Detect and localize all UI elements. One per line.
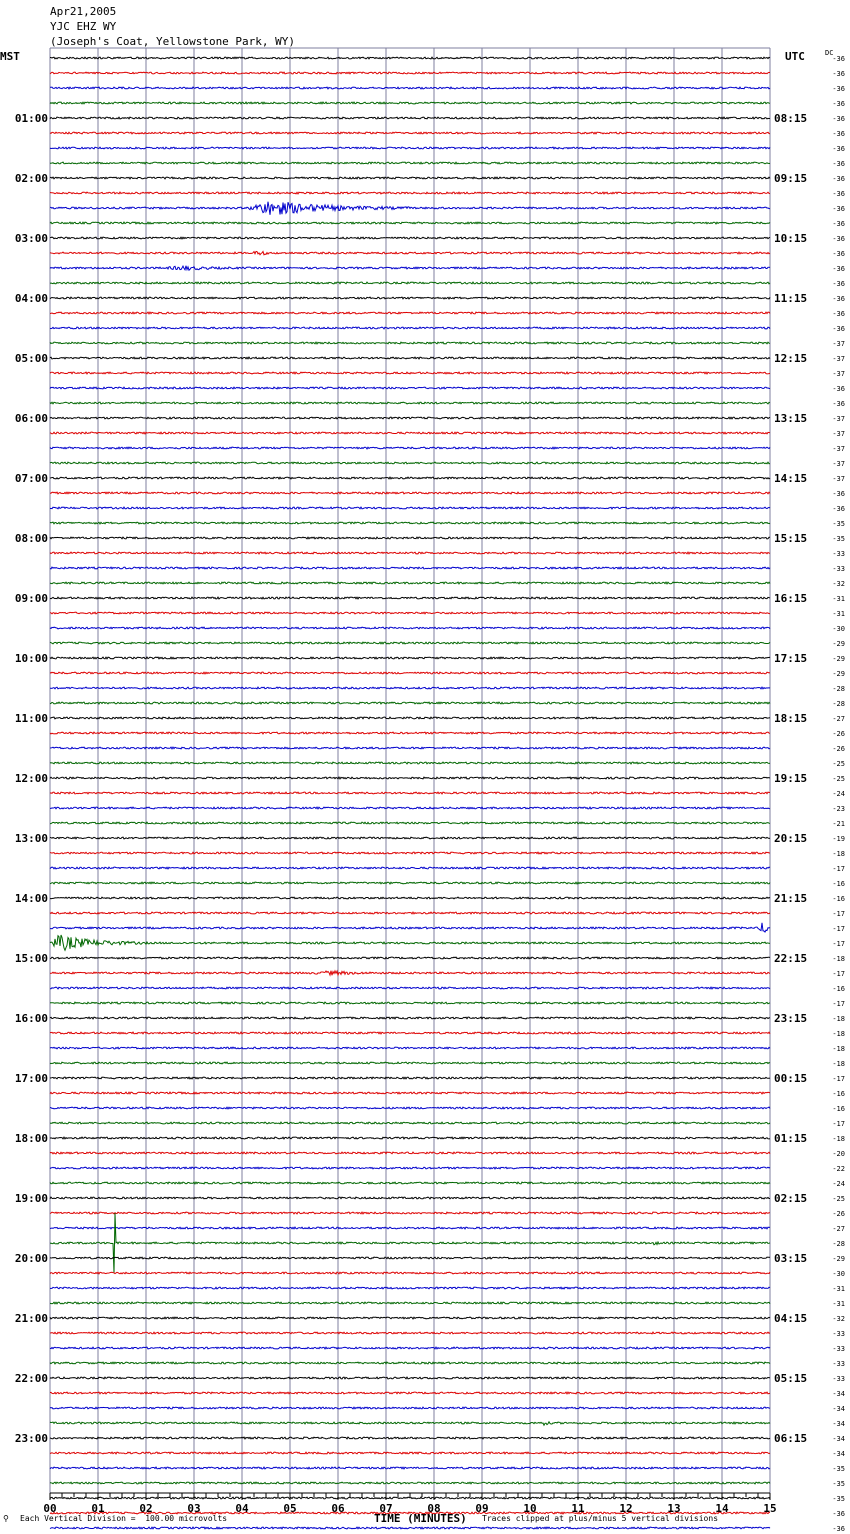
dc-offset-value: -18 xyxy=(832,1135,845,1143)
dc-offset-value: -33 xyxy=(832,1360,845,1368)
dc-offset-value: -36 xyxy=(832,100,845,108)
dc-offset-value: -29 xyxy=(832,670,845,678)
dc-offset-value: -37 xyxy=(832,355,845,363)
seismic-trace xyxy=(50,687,770,689)
dc-offset-value: -37 xyxy=(832,415,845,423)
seismic-trace xyxy=(50,657,770,659)
dc-offset-value: -36 xyxy=(832,385,845,393)
dc-offset-value: -35 xyxy=(832,1465,845,1473)
seismic-trace xyxy=(50,402,770,404)
seismic-trace xyxy=(50,867,770,869)
dc-offset-value: -28 xyxy=(832,1240,845,1248)
seismic-trace xyxy=(50,237,770,239)
dc-offset-value: -28 xyxy=(832,700,845,708)
x-tick-label: 14 xyxy=(715,1502,729,1515)
dc-offset-value: -36 xyxy=(832,1525,845,1533)
seismic-trace xyxy=(50,1197,770,1199)
x-tick-label: 07 xyxy=(379,1502,393,1515)
seismic-trace xyxy=(50,537,770,539)
mst-hour-label: 13:00 xyxy=(14,832,48,845)
seismic-trace xyxy=(50,251,770,254)
dc-offset-value: -24 xyxy=(832,1180,845,1188)
seismic-trace xyxy=(50,522,770,524)
dc-offset-value: -36 xyxy=(832,490,845,498)
dc-offset-value: -25 xyxy=(832,760,845,768)
seismic-trace xyxy=(50,1212,770,1214)
seismic-trace xyxy=(50,162,770,164)
mst-hour-label: 02:00 xyxy=(14,172,48,185)
seismic-trace xyxy=(50,447,770,449)
dc-offset-value: -29 xyxy=(832,655,845,663)
dc-offset-value: -17 xyxy=(832,925,845,933)
seismic-trace xyxy=(50,222,770,224)
seismic-trace xyxy=(50,327,770,329)
mst-hour-label: 14:00 xyxy=(14,892,48,905)
dc-offset-value: -25 xyxy=(832,775,845,783)
seismic-trace xyxy=(50,177,770,179)
utc-hour-label: 20:15 xyxy=(774,832,808,845)
plot-date: Apr21,2005 xyxy=(50,5,117,18)
scale-note: Each Vertical Division = 100.00 microvolts xyxy=(20,1514,228,1523)
dc-offset-value: -22 xyxy=(832,1165,845,1173)
x-tick-label: 09 xyxy=(475,1502,489,1515)
dc-offset-value: -36 xyxy=(832,250,845,258)
seismic-trace xyxy=(50,1347,770,1349)
mst-hour-label: 08:00 xyxy=(14,532,48,545)
utc-hour-label: 19:15 xyxy=(774,772,808,785)
dc-offset-value: -28 xyxy=(832,685,845,693)
seismic-trace xyxy=(50,1213,770,1273)
utc-hour-label: 03:15 xyxy=(774,1252,808,1265)
seismic-trace xyxy=(50,1257,770,1259)
seismic-trace xyxy=(50,477,770,479)
utc-hour-label: 23:15 xyxy=(774,1012,808,1025)
dc-offset-value: -16 xyxy=(832,985,845,993)
x-tick-label: 10 xyxy=(523,1502,537,1515)
dc-offset-value: -33 xyxy=(832,1345,845,1353)
dc-offset-value: -32 xyxy=(832,580,845,588)
mst-hour-label: 10:00 xyxy=(14,652,48,665)
dc-offset-value: -33 xyxy=(832,1375,845,1383)
x-tick-label: 08 xyxy=(427,1502,441,1515)
seismic-trace xyxy=(50,1152,770,1154)
dc-offset-value: -16 xyxy=(832,895,845,903)
dc-offset-value: -18 xyxy=(832,955,845,963)
dc-offset-header: DC xyxy=(825,49,834,57)
seismic-trace xyxy=(50,1452,770,1454)
x-tick-label: 05 xyxy=(283,1502,297,1515)
dc-offset-value: -17 xyxy=(832,970,845,978)
mst-hour-label: 21:00 xyxy=(14,1312,48,1325)
x-tick-label: 11 xyxy=(571,1502,585,1515)
dc-offset-value: -36 xyxy=(832,175,845,183)
seismic-trace xyxy=(50,747,770,749)
dc-offset-value: -34 xyxy=(832,1405,845,1413)
seismic-trace xyxy=(50,822,770,824)
x-tick-label: 03 xyxy=(187,1502,201,1515)
x-tick-label: 13 xyxy=(667,1502,681,1515)
dc-offset-value: -21 xyxy=(832,820,845,828)
dc-offset-value: -33 xyxy=(832,550,845,558)
dc-offset-value: -17 xyxy=(832,1000,845,1008)
dc-offset-value: -17 xyxy=(832,1075,845,1083)
seismic-trace xyxy=(50,912,770,914)
dc-offset-value: -36 xyxy=(832,205,845,213)
dc-offset-value: -27 xyxy=(832,1225,845,1233)
dc-offset-value: -27 xyxy=(832,715,845,723)
x-tick-label: 04 xyxy=(235,1502,249,1515)
mst-hour-label: 05:00 xyxy=(14,352,48,365)
mst-hour-label: 03:00 xyxy=(14,232,48,245)
seismic-trace xyxy=(50,987,770,989)
dc-offset-value: -33 xyxy=(832,1330,845,1338)
dc-offset-value: -16 xyxy=(832,1105,845,1113)
seismic-trace xyxy=(50,1422,770,1425)
station-code: YJC EHZ WY xyxy=(50,20,117,33)
seismic-trace xyxy=(50,312,770,314)
seismic-trace xyxy=(50,762,770,764)
dc-offset-value: -36 xyxy=(832,85,845,93)
seismic-trace xyxy=(50,732,770,734)
dc-offset-value: -16 xyxy=(832,1090,845,1098)
dc-offset-value: -36 xyxy=(832,160,845,168)
dc-offset-value: -36 xyxy=(832,325,845,333)
seismic-trace xyxy=(50,1407,770,1409)
dc-offset-value: -16 xyxy=(832,880,845,888)
right-timezone-label: UTC xyxy=(785,50,805,63)
dc-offset-value: -18 xyxy=(832,1045,845,1053)
dc-offset-value: -37 xyxy=(832,460,845,468)
mst-hour-label: 22:00 xyxy=(14,1372,48,1385)
dc-offset-value: -26 xyxy=(832,730,845,738)
seismic-trace xyxy=(50,935,770,950)
seismic-trace xyxy=(50,117,770,119)
seismic-trace xyxy=(50,627,770,629)
x-tick-label: 15 xyxy=(763,1502,777,1515)
seismic-trace xyxy=(50,807,770,809)
dc-offset-value: -36 xyxy=(832,130,845,138)
dc-offset-value: -31 xyxy=(832,595,845,603)
dc-offset-value: -17 xyxy=(832,910,845,918)
x-tick-label: 06 xyxy=(331,1502,345,1515)
seismic-trace xyxy=(50,582,770,584)
seismic-trace xyxy=(50,1272,770,1274)
seismic-trace xyxy=(50,837,770,839)
seismic-trace xyxy=(50,792,770,794)
seismic-trace xyxy=(50,1182,770,1184)
utc-hour-label: 11:15 xyxy=(774,292,808,305)
dc-offset-value: -34 xyxy=(832,1420,845,1428)
utc-hour-label: 15:15 xyxy=(774,532,808,545)
utc-hour-label: 22:15 xyxy=(774,952,808,965)
dc-offset-value: -18 xyxy=(832,1030,845,1038)
seismic-trace xyxy=(50,957,770,959)
dc-offset-value: -35 xyxy=(832,1495,845,1503)
dc-offset-value: -36 xyxy=(832,235,845,243)
dc-offset-value: -29 xyxy=(832,1255,845,1263)
seismic-trace xyxy=(50,882,770,884)
mst-hour-label: 19:00 xyxy=(14,1192,48,1205)
dc-offset-value: -37 xyxy=(832,370,845,378)
dc-offset-value: -36 xyxy=(832,190,845,198)
utc-hour-label: 01:15 xyxy=(774,1132,808,1145)
seismic-trace xyxy=(50,1122,770,1124)
x-tick-label: 02 xyxy=(139,1502,153,1515)
seismic-trace xyxy=(50,1092,770,1094)
seismic-trace xyxy=(50,432,770,434)
dc-offset-value: -36 xyxy=(832,70,845,78)
seismic-trace xyxy=(50,342,770,344)
seismic-trace xyxy=(50,87,770,89)
seismic-trace xyxy=(50,57,770,59)
dc-offset-value: -26 xyxy=(832,745,845,753)
dc-offset-value: -36 xyxy=(832,220,845,228)
dc-offset-value: -30 xyxy=(832,1270,845,1278)
seismic-trace xyxy=(50,202,770,215)
dc-offset-value: -37 xyxy=(832,475,845,483)
seismic-trace xyxy=(50,971,770,976)
dc-offset-value: -37 xyxy=(832,340,845,348)
seismic-trace xyxy=(50,1302,770,1304)
dc-offset-value: -31 xyxy=(832,1300,845,1308)
dc-offset-value: -26 xyxy=(832,1210,845,1218)
seismic-trace xyxy=(50,1107,770,1109)
left-timezone-label: MST xyxy=(0,50,20,63)
seismic-trace xyxy=(50,492,770,494)
x-tick-label: 00 xyxy=(43,1502,57,1515)
dc-offset-value: -17 xyxy=(832,1120,845,1128)
dc-offset-value: -24 xyxy=(832,790,845,798)
x-tick-label: 12 xyxy=(619,1502,633,1515)
seismic-traces xyxy=(50,57,770,1534)
seismic-trace xyxy=(50,702,770,704)
utc-hour-label: 08:15 xyxy=(774,112,808,125)
dc-offset-value: -17 xyxy=(832,940,845,948)
utc-hour-label: 04:15 xyxy=(774,1312,808,1325)
seismic-trace xyxy=(50,552,770,554)
seismic-trace xyxy=(50,1332,770,1334)
station-location: (Joseph's Coat, Yellowstone Park, WY) xyxy=(50,35,296,48)
dc-offset-value: -36 xyxy=(832,265,845,273)
seismic-trace xyxy=(50,1377,770,1379)
dc-offset-value: -17 xyxy=(832,865,845,873)
dc-offset-value: -32 xyxy=(832,1315,845,1323)
utc-hour-label: 17:15 xyxy=(774,652,808,665)
dc-offset-value: -30 xyxy=(832,625,845,633)
dc-offset-value: -18 xyxy=(832,1015,845,1023)
x-tick-label: 01 xyxy=(91,1502,105,1515)
x-axis-title: TIME (MINUTES) xyxy=(374,1512,467,1525)
utc-hour-label: 02:15 xyxy=(774,1192,808,1205)
mst-hour-label: 18:00 xyxy=(14,1132,48,1145)
seismic-trace xyxy=(50,372,770,374)
mst-hour-label: 04:00 xyxy=(14,292,48,305)
dc-offset-value: -34 xyxy=(832,1435,845,1443)
seismic-trace xyxy=(50,1017,770,1019)
seismic-trace xyxy=(50,357,770,359)
seismic-trace xyxy=(50,132,770,134)
mst-hour-label: 15:00 xyxy=(14,952,48,965)
mst-hour-label: 07:00 xyxy=(14,472,48,485)
seismic-trace xyxy=(50,507,770,509)
dc-offset-value: -33 xyxy=(832,565,845,573)
dc-offset-value: -18 xyxy=(832,850,845,858)
mst-hour-label: 12:00 xyxy=(14,772,48,785)
dc-offset-value: -36 xyxy=(832,295,845,303)
seismic-trace xyxy=(50,147,770,149)
seismic-trace xyxy=(50,1362,770,1364)
seismic-trace xyxy=(50,1167,770,1169)
seismic-trace xyxy=(50,102,770,104)
seismic-trace xyxy=(50,72,770,74)
seismic-trace xyxy=(50,297,770,299)
dc-offset-labels xyxy=(832,55,845,1534)
utc-hour-label: 09:15 xyxy=(774,172,808,185)
seismic-trace xyxy=(50,1497,770,1499)
seismic-trace xyxy=(50,1482,770,1484)
dc-offset-value: -29 xyxy=(832,640,845,648)
mst-hour-label: 16:00 xyxy=(14,1012,48,1025)
dc-offset-value: -36 xyxy=(832,280,845,288)
utc-hour-label: 14:15 xyxy=(774,472,808,485)
seismic-trace xyxy=(50,1062,770,1064)
seismic-trace xyxy=(50,266,770,270)
corner-mark: ⚲ xyxy=(3,1514,9,1523)
seismic-trace xyxy=(50,597,770,599)
dc-offset-value: -36 xyxy=(832,1510,845,1518)
seismic-trace xyxy=(50,1032,770,1034)
dc-offset-value: -37 xyxy=(832,445,845,453)
seismic-trace xyxy=(50,1227,770,1229)
utc-hour-label: 16:15 xyxy=(774,592,808,605)
seismic-trace xyxy=(50,1437,770,1439)
seismic-trace xyxy=(50,282,770,284)
utc-hour-label: 18:15 xyxy=(774,712,808,725)
utc-hour-label: 21:15 xyxy=(774,892,808,905)
seismic-trace xyxy=(50,923,770,932)
seismic-trace xyxy=(50,642,770,644)
seismic-trace xyxy=(50,192,770,194)
dc-offset-value: -35 xyxy=(832,535,845,543)
mst-hour-label: 11:00 xyxy=(14,712,48,725)
time-gridlines xyxy=(50,48,770,1493)
seismic-trace xyxy=(50,1467,770,1469)
dc-offset-value: -36 xyxy=(832,505,845,513)
seismic-trace xyxy=(50,1137,770,1139)
seismic-trace xyxy=(50,777,770,779)
seismic-trace xyxy=(50,612,770,614)
dc-offset-value: -19 xyxy=(832,835,845,843)
seismic-trace xyxy=(50,897,770,899)
clip-note: Traces clipped at plus/minus 5 vertical divisions xyxy=(482,1514,719,1523)
dc-offset-value: -36 xyxy=(832,145,845,153)
seismic-trace xyxy=(50,462,770,464)
mst-hour-label: 01:00 xyxy=(14,112,48,125)
mst-hour-label: 20:00 xyxy=(14,1252,48,1265)
seismic-trace xyxy=(50,852,770,854)
mst-hour-label: 23:00 xyxy=(14,1432,48,1445)
seismic-trace xyxy=(50,1287,770,1289)
dc-offset-value: -37 xyxy=(832,430,845,438)
seismic-trace xyxy=(50,672,770,674)
dc-offset-value: -35 xyxy=(832,1480,845,1488)
dc-offset-value: -25 xyxy=(832,1195,845,1203)
seismic-trace xyxy=(50,387,770,389)
dc-offset-value: -23 xyxy=(832,805,845,813)
seismic-trace xyxy=(50,1002,770,1004)
dc-offset-value: -36 xyxy=(832,55,845,63)
utc-hour-label: 12:15 xyxy=(774,352,808,365)
dc-offset-value: -36 xyxy=(832,310,845,318)
utc-hour-label: 06:15 xyxy=(774,1432,808,1445)
utc-hour-label: 05:15 xyxy=(774,1372,808,1385)
seismic-trace xyxy=(50,1077,770,1079)
dc-offset-value: -34 xyxy=(832,1450,845,1458)
seismic-trace xyxy=(50,567,770,569)
dc-offset-value: -18 xyxy=(832,1060,845,1068)
seismic-trace xyxy=(50,717,770,719)
utc-hour-label: 10:15 xyxy=(774,232,808,245)
seismic-trace xyxy=(50,1527,770,1529)
seismic-trace xyxy=(50,1047,770,1049)
seismic-trace xyxy=(50,1317,770,1319)
mst-hour-label: 09:00 xyxy=(14,592,48,605)
dc-offset-value: -31 xyxy=(832,610,845,618)
seismic-trace xyxy=(50,1392,770,1394)
mst-hour-label: 17:00 xyxy=(14,1072,48,1085)
utc-hour-label: 00:15 xyxy=(774,1072,808,1085)
dc-offset-value: -36 xyxy=(832,115,845,123)
dc-offset-value: -20 xyxy=(832,1150,845,1158)
dc-offset-value: -36 xyxy=(832,400,845,408)
utc-hour-label: 13:15 xyxy=(774,412,808,425)
dc-offset-value: -31 xyxy=(832,1285,845,1293)
mst-hour-label: 06:00 xyxy=(14,412,48,425)
seismic-trace xyxy=(50,417,770,419)
dc-offset-value: -35 xyxy=(832,520,845,528)
dc-offset-value: -34 xyxy=(832,1390,845,1398)
